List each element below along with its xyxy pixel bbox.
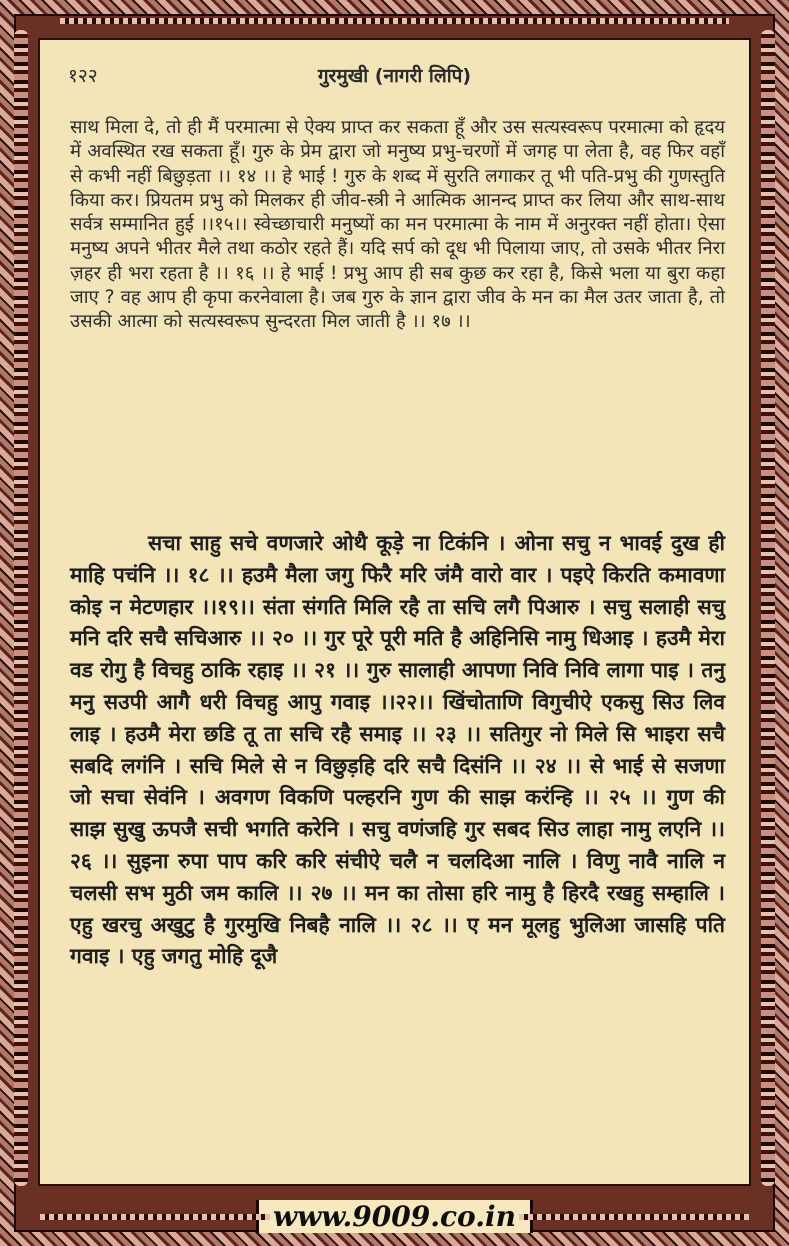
hindi-translation-paragraph: साथ मिला दे, तो ही मैं परमात्मा से ऐक्य प्राप्त कर सकता हूँ और उस सत्यस्वरूप परमात्मा को हृदय में अवस्थित रख सकता हूँ। गुरु के प्रेम द्वारा जो मनुष्य प्रभु-चरणों में जगह पा लेता है, वह फिर वहाँ से कभी नहीं बिछुड़ता ।। १४ ।। हे भाई ! गुरु के शब्द में सुरति लगाकर तू भी पति-प्रभु की गुणस्तुति किया कर। प्रियतम प्रभु को मिलकर ही जीव-स्त्री ने आत्मिक आनन्द प्राप्त कर लिया और साथ-साथ सर्वत्र सम्मानित हुई ।।१५।। स्वेच्छाचारी मनुष्यों का मन परमात्मा के नाम में अनुरक्त नहीं होता। ऐसा मनुष्य अपने भीतर मैले तथा कठोर रहते हैं। यदि सर्प को दूध भी पिलाया जाए, तो उसके भीतर निरा ज़हर ही भरा रहता है ।। १६ ।। हे भाई ! प्रभु आप ही सब कुछ कर रहा है, किसे भला या बुरा कहा जाए ? वह आप ही कृपा करनेवाला है। जब गुरु के ज्ञान द्वारा जीव के मन का मैल उतर जाता है, तो उसकी आत्मा को सत्यस्वरूप सुन्दरता मिल जाती है ।। १७ ।। [70,117,725,333]
website-link[interactable]: www.9009.co.in [256,1200,533,1233]
footer-ornament-left [40,1214,270,1220]
border-top-ornament [60,18,729,24]
gurbani-verse-paragraph: सचा साहु सचे वणजारे ओथै कूड़े ना टिकंनि । ओना सचु न भावई दुख ही माहि पचंनि ।। १८ ।। हउमै मैला जगु फिरै मरि जंमै वारो वार । पइऐ किरति कमावणा कोइ न मेटणहार ।।१९।। संता संगति मिलि रहै ता सचि लगै पिआरु । सचु सलाही सचु मनि दरि सचै सचिआरु ।। २० ।। गुर पूरे पूरी मति है अहिनिसि नामु धिआइ । हउमै मेरा वड रोगु है विचहु ठाकि रहाइ ।। २१ ।। गुरु सालाही आपणा निवि निवि लागा पाइ । तनु मनु सउपी आगै धरी विचहु आपु गवाइ ।।२२।। खिंचोताणि विगुचीऐ एकसु सिउ लिव लाइ । हउमै मेरा छडि तू ता सचि रहै समाइ ।। २३ ।। सतिगुर नो मिले सि भाइरा सचै सबदि लगंनि । सचि मिले से न विछुड़हि दरि सचै दिसंनि ।। २४ ।। से भाई से सजणा जो सचा सेवंनि । अवगण विकणि पल्हरनि गुण की साझ करंन्हि ।। २५ ।। गुण की साझ सुखु ऊपजै सची भगति करेनि । सचु वणंजहि गुर सबद सिउ लाहा नामु लएनि ।। २६ ।। सुइना रुपा पाप करि करि संचीऐ चलै न चलदिआ नालि । विणु नावै नालि न चलसी सभ मुठी जम कालि ।। २७ ।। मन का तोसा हरि नामु है हिरदै रखहु सम्हालि । एहु खरचु अखुटु है गुरमुखि निबहै नालि ।। २८ ।। ए मन मूलहु भुलिआ जासहि पति गवाइ । एहु जगतु मोहि दूजै [70,531,725,969]
scripture-page [38,38,751,1186]
running-title: गुरमुखी (नागरी लिपि) [317,65,472,87]
page-number: १२२ [68,65,98,87]
footer-ornament-right [519,1214,749,1220]
page-header [68,62,721,92]
border-vine-right [761,30,775,1186]
page-footer [0,1186,789,1246]
border-vine-left [14,30,28,1186]
